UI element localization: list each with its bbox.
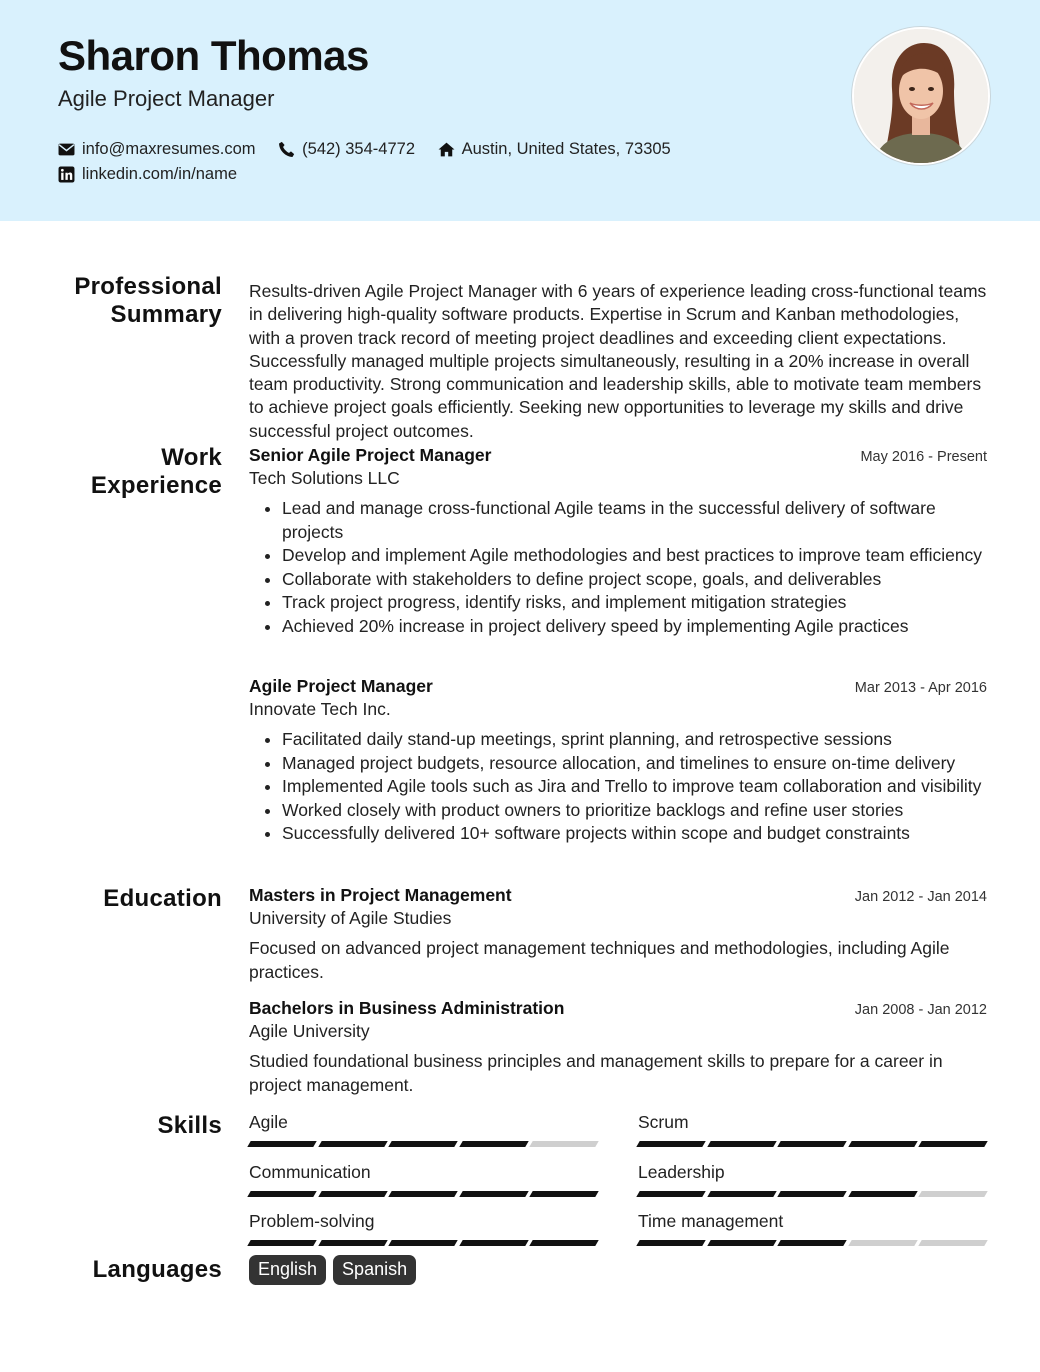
phone-icon [278,141,295,158]
job-bullet: • Worked closely with product owners to prioritize backlogs and refine user stories [282,799,987,823]
education-description: Focused on advanced project management techniques and methodologies, including Agile practices. [249,938,950,982]
job-company: Tech Solutions LLC [249,468,400,488]
summary-section [249,280,987,443]
skill-segment-filled [707,1240,776,1246]
home-icon [438,141,455,158]
skill-segment-filled [247,1240,316,1246]
education-entry [249,998,987,1097]
school: University of Agile Studies [249,908,452,928]
contact-linkedin[interactable] [58,165,237,184]
job-bullet: • Managed project budgets, resource allocation, and timelines to ensure on-time delivery [282,752,987,776]
contact-row-primary [58,140,689,163]
skill-segment-filled [459,1240,528,1246]
job-company: Innovate Tech Inc. [249,699,391,719]
job-bullet: • Lead and manage cross-functional Agile teams in the successful delivery of software projects [282,497,987,544]
address-text: Austin, United States, 73305 [461,140,671,158]
job-bullet: • Develop and implement Agile methodologies and best practices to improve team efficiency [282,544,987,568]
skill-segment-filled [777,1240,846,1246]
skill-segment-filled [777,1191,846,1197]
language-tag: Spanish [333,1255,416,1285]
skill-item [638,1112,986,1147]
skill-segment-filled [919,1141,988,1147]
experience-entry [249,445,987,638]
job-bullet: • Track project progress, identify risks, and implement mitigation strategies [282,591,987,615]
job-bullets [249,497,987,638]
section-title-skills: Skills [157,1112,222,1139]
language-tag: English [249,1255,326,1285]
degree: Masters in Project Management [249,885,512,905]
job-dates: Mar 2013 - Apr 2016 [854,680,987,696]
skill-segment-filled [318,1240,387,1246]
profile-photo [852,27,990,165]
school: Agile University [249,1021,370,1041]
languages-list [249,1255,416,1285]
job-bullets [249,728,987,846]
skill-segment-empty [530,1141,599,1147]
job-role: Agile Project Manager [249,676,433,696]
job-bullet: • Implemented Agile tools such as Jira and Trello to improve team collaboration and visibility [282,775,987,799]
skill-segment-filled [636,1141,705,1147]
contact-address [438,140,671,159]
skill-level-bar [638,1240,986,1246]
skill-name: Scrum [638,1112,689,1132]
education-dates: Jan 2008 - Jan 2012 [854,1002,987,1018]
skill-segment-filled [848,1141,917,1147]
email-text: info@maxresumes.com [82,140,256,158]
skill-name: Agile [249,1112,288,1132]
candidate-title: Agile Project Manager [58,86,275,111]
skill-item [638,1211,986,1246]
skill-name: Problem-solving [249,1211,375,1231]
skill-item [249,1211,597,1246]
skill-segment-filled [777,1141,846,1147]
skill-segment-filled [707,1191,776,1197]
skill-item [249,1112,597,1147]
section-title-languages: Languages [92,1256,222,1283]
skill-level-bar [638,1191,986,1197]
contact-email[interactable] [58,140,256,159]
skill-segment-filled [530,1191,599,1197]
skill-segment-filled [247,1191,316,1197]
skill-level-bar [249,1141,597,1147]
skill-segment-filled [707,1141,776,1147]
job-bullet: • Successfully delivered 10+ software projects within scope and budget constraints [282,822,987,846]
candidate-name: Sharon Thomas [58,32,369,79]
contact-row-secondary [58,165,255,188]
job-dates: May 2016 - Present [860,449,987,465]
skill-segment-filled [459,1141,528,1147]
skill-segment-empty [848,1240,917,1246]
skill-segment-filled [636,1240,705,1246]
skill-segment-filled [388,1141,457,1147]
skill-item [638,1162,986,1197]
degree: Bachelors in Business Administration [249,998,565,1018]
skill-name: Communication [249,1162,371,1182]
skill-segment-filled [636,1191,705,1197]
job-bullet: • Facilitated daily stand-up meetings, sprint planning, and retrospective sessions [282,728,987,752]
experience-entry [249,676,987,846]
section-title-education: Education [103,885,222,912]
skill-level-bar [638,1141,986,1147]
education-entry [249,885,987,984]
section-title-experience: Work Experience [90,444,222,499]
education-dates: Jan 2012 - Jan 2014 [854,889,987,905]
skill-segment-empty [919,1191,988,1197]
linkedin-text: linkedin.com/in/name [82,165,237,183]
skill-name: Time management [638,1211,784,1231]
skill-segment-filled [247,1141,316,1147]
phone-text: (542) 354-4772 [302,140,415,158]
job-bullet: • Collaborate with stakeholders to define project scope, goals, and deliverables [282,568,987,592]
skill-segment-filled [530,1240,599,1246]
portrait-image [854,29,988,163]
linkedin-icon [58,166,75,183]
skill-item [249,1162,597,1197]
skill-segment-filled [318,1191,387,1197]
skill-name: Leadership [638,1162,725,1182]
job-bullet: • Achieved 20% increase in project delivery speed by implementing Agile practices [282,615,987,639]
skill-segment-filled [388,1240,457,1246]
skill-segment-filled [388,1191,457,1197]
skill-level-bar [249,1240,597,1246]
skill-segment-filled [318,1141,387,1147]
skill-segment-filled [848,1191,917,1197]
section-title-summary: Professional Summary [74,273,222,328]
envelope-icon [58,141,75,158]
skill-segment-filled [459,1191,528,1197]
job-role: Senior Agile Project Manager [249,445,492,465]
summary-text: Results-driven Agile Project Manager with 6 years of experience leading cross-functional teams in delivering high-quality software products. Expertise in Scrum and Kanban methodologies, with a proven track record of meeting project deadlines and exceeding client expectations. Successfully managed multiple projects simultaneously, resulting in a 20% increase in overall team productivity. Strong communication and leadership skills, able to motivate team members to achieve project goals efficiently. Seeking new opportunities to leverage my skills and drive successful project outcomes. [249,281,987,441]
contact-phone[interactable] [278,140,415,159]
skill-level-bar [249,1191,597,1197]
skill-segment-empty [919,1240,988,1246]
education-description: Studied foundational business principles and management skills to prepare for a career in project management. [249,1051,943,1095]
resume-header [0,0,1040,221]
